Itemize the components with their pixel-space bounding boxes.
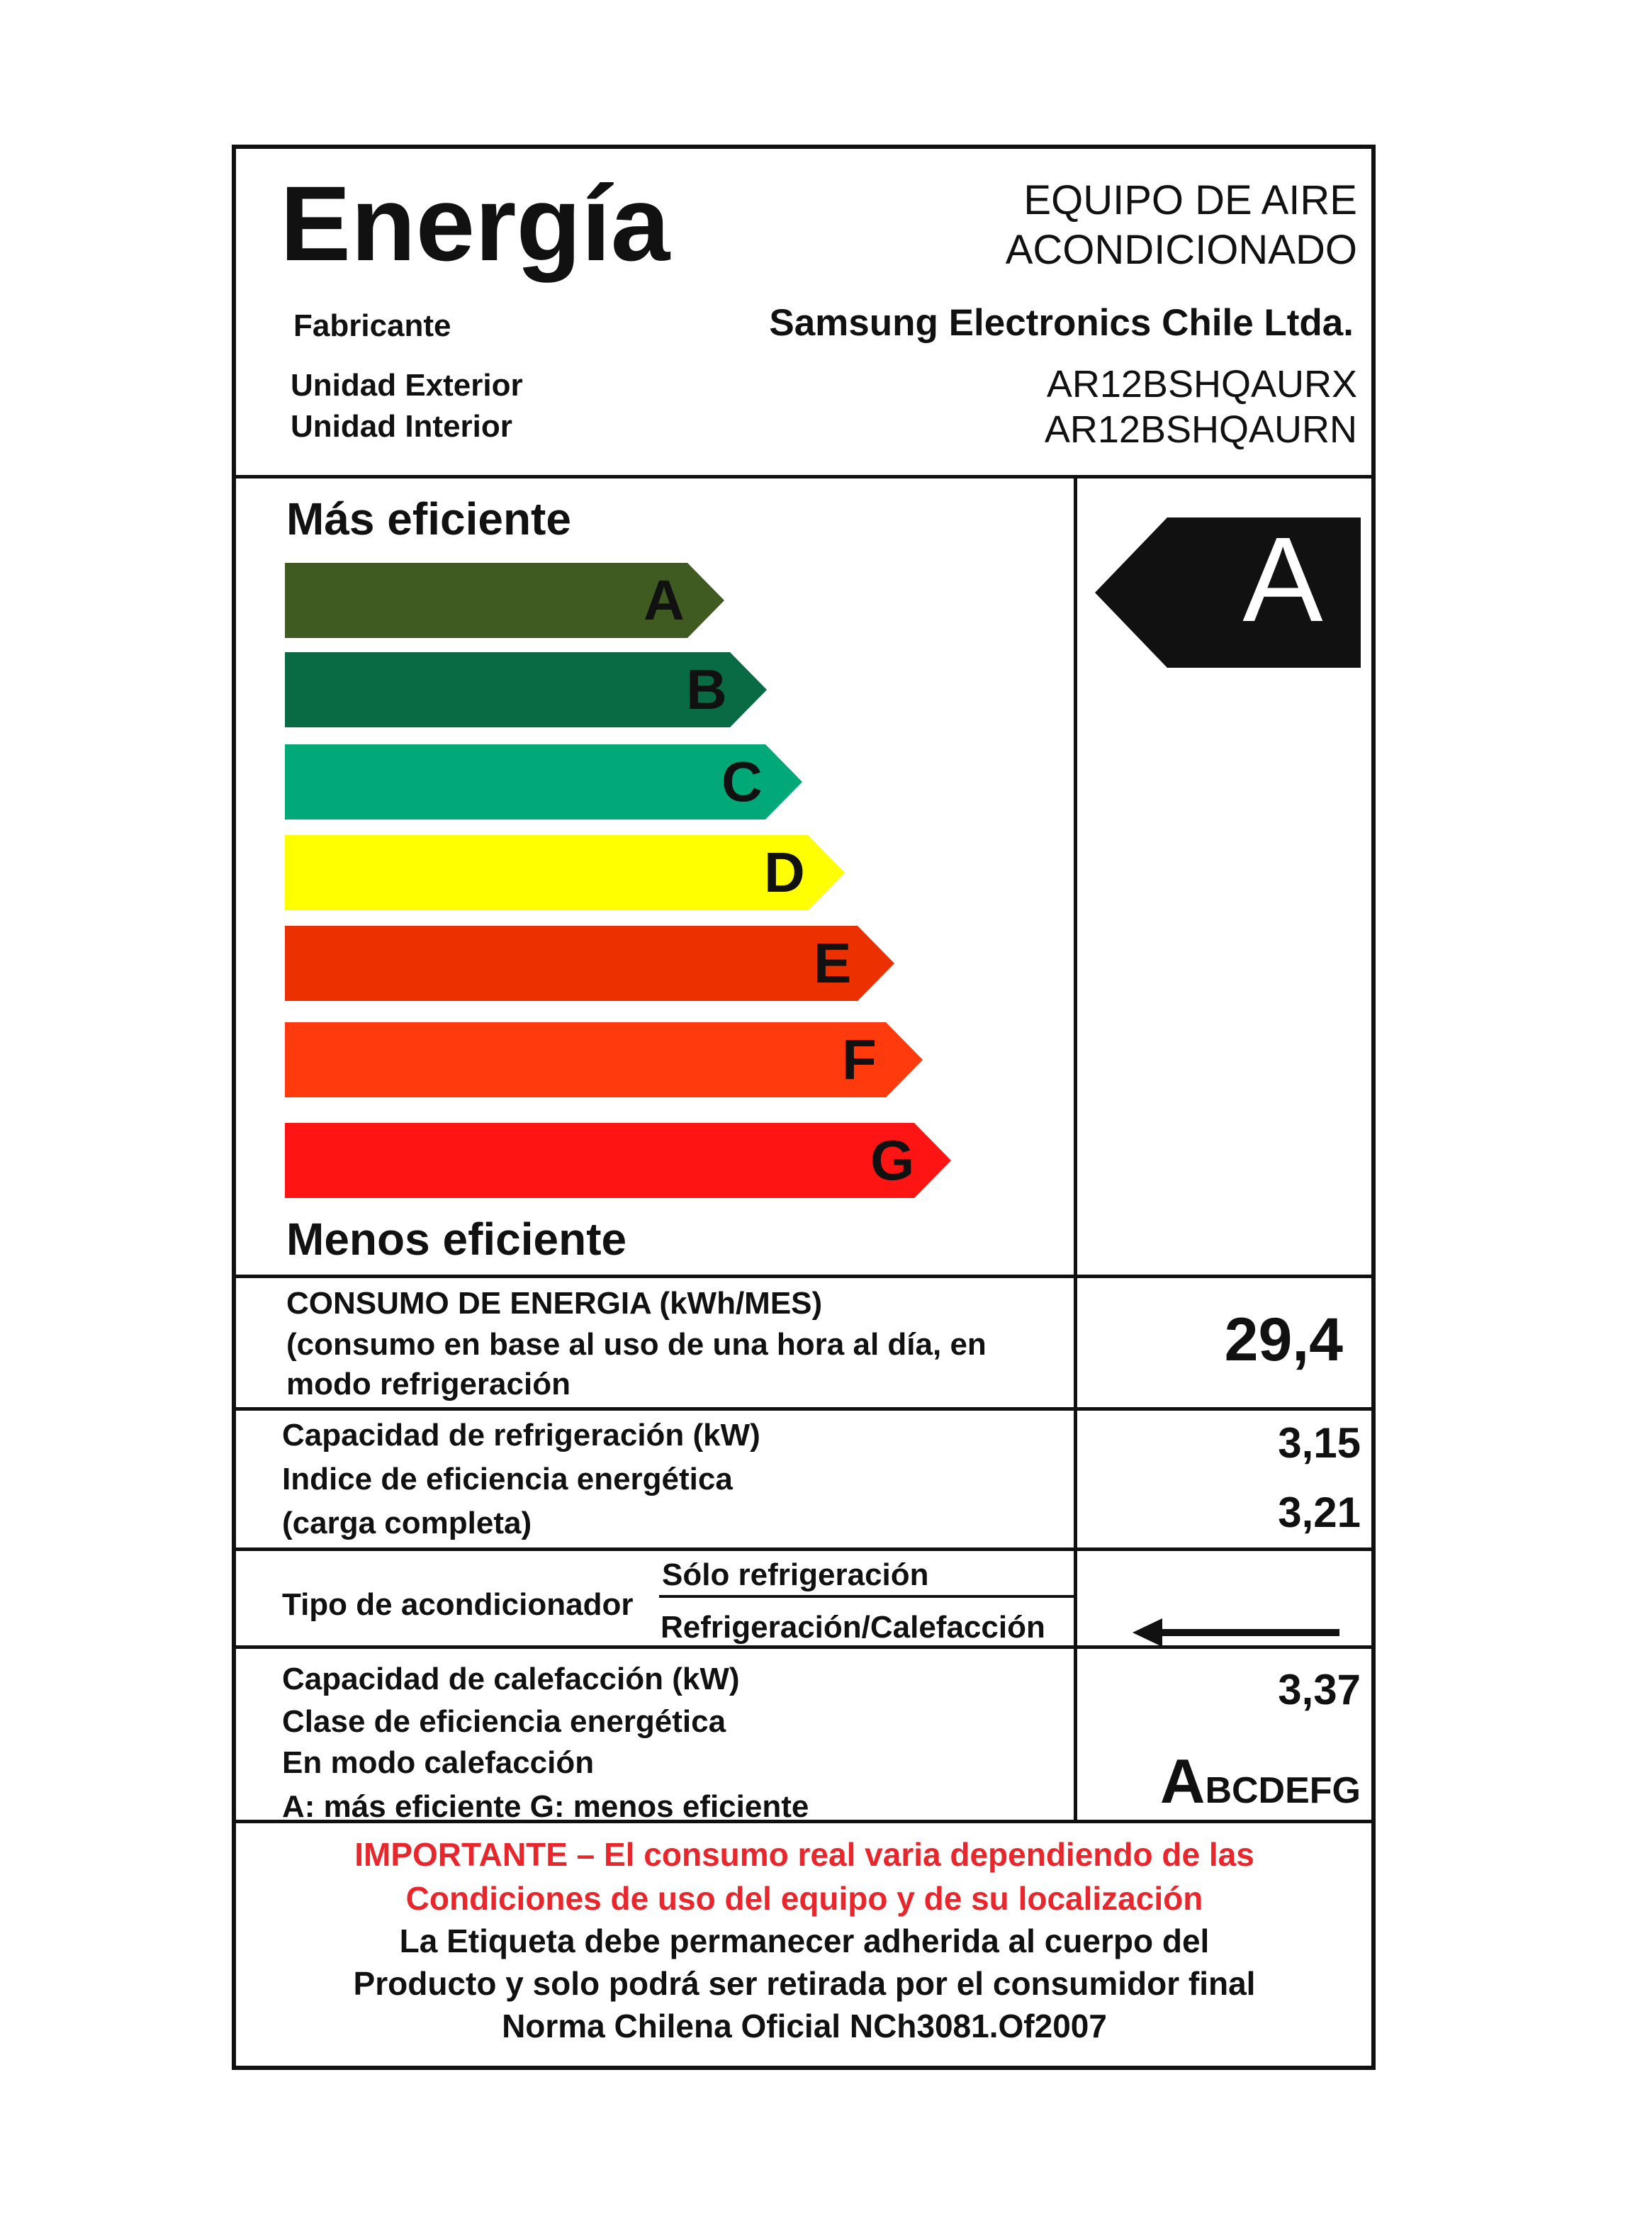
consumption-line-3: modo refrigeración <box>286 1367 571 1401</box>
divider-type-options <box>659 1595 1077 1598</box>
most-efficient-label: Más eficiente <box>286 493 571 544</box>
type-option-cooling-heating: Refrigeración/Calefacción <box>661 1610 1045 1645</box>
efficiency-bar-label-a: A <box>644 569 685 632</box>
important-notice-line-2: Condiciones de uso del equipo y de su localización <box>405 1880 1203 1917</box>
column-divider <box>1074 475 1077 1822</box>
outdoor-unit-label: Unidad Exterior <box>291 368 523 403</box>
manufacturer-value: Samsung Electronics Chile Ltda. <box>769 302 1354 344</box>
divider-header <box>232 475 1376 478</box>
least-efficient-label: Menos eficiente <box>286 1214 627 1265</box>
heating-efficiency-class <box>1084 1746 1361 1832</box>
manufacturer-label: Fabricante <box>293 308 451 343</box>
cooling-load-label: (carga completa) <box>282 1506 532 1540</box>
label-notice-line-1: La Etiqueta debe permanecer adherida al cuerpo del <box>399 1923 1210 1959</box>
heating-capacity-label: Capacidad de calefacción (kW) <box>282 1662 740 1696</box>
efficiency-bar-e <box>285 926 894 1001</box>
efficiency-bar-label-d: D <box>764 841 805 904</box>
cooling-capacity-label: Capacidad de refrigeración (kW) <box>282 1418 760 1453</box>
consumption-line-2: (consumo en base al uso de una hora al día, en <box>286 1327 987 1362</box>
divider-consumption <box>232 1407 1376 1411</box>
efficiency-bar-g <box>285 1123 951 1198</box>
cooling-efficiency-value: 3,21 <box>1278 1489 1361 1536</box>
cooling-efficiency-label: Indice de eficiencia energética <box>282 1462 733 1496</box>
category-line-2: ACONDICIONADO <box>1005 227 1357 273</box>
divider-cooling <box>232 1548 1376 1551</box>
label-notice-line-2: Producto y solo podrá ser retirada por el consumidor final <box>353 1965 1256 2002</box>
heating-mode-label: En modo calefacción <box>282 1745 595 1780</box>
heating-class-selected: A <box>1159 1746 1206 1816</box>
efficiency-bar-label-g: G <box>870 1129 915 1192</box>
important-notice-line-1: IMPORTANTE – El consumo real varia dependiendo de las <box>354 1836 1254 1873</box>
efficiency-bar-label-c: C <box>721 750 763 813</box>
indoor-unit-value: AR12BSHQAURN <box>1044 408 1357 451</box>
efficiency-bar-d <box>285 835 845 910</box>
efficiency-bar-label-e: E <box>814 931 852 995</box>
indoor-unit-label: Unidad Interior <box>291 409 512 444</box>
selected-class-letter: A <box>1242 513 1323 647</box>
heating-scale-legend: A: más eficiente G: menos eficiente <box>282 1789 809 1824</box>
heating-efficiency-label: Clase de eficiencia energética <box>282 1704 726 1739</box>
selected-type-arrow <box>1133 1615 1345 1650</box>
category-line-1: EQUIPO DE AIRE <box>1023 177 1357 223</box>
cooling-capacity-value: 3,15 <box>1278 1419 1361 1467</box>
efficiency-bar-f <box>285 1022 923 1097</box>
consumption-line-1: CONSUMO DE ENERGIA (kWh/MES) <box>286 1286 823 1321</box>
heating-class-others: BCDEFG <box>1205 1770 1361 1811</box>
label-title: Energía <box>280 164 670 283</box>
consumption-value: 29,4 <box>1224 1306 1343 1374</box>
type-option-cooling-only: Sólo refrigeración <box>662 1557 929 1592</box>
divider-scale <box>232 1275 1376 1278</box>
outdoor-unit-value: AR12BSHQAURX <box>1046 363 1357 405</box>
heating-capacity-value: 3,37 <box>1278 1666 1361 1713</box>
efficiency-bar-label-b: B <box>686 658 727 721</box>
efficiency-bar-label-f: F <box>842 1028 877 1091</box>
standard-reference: Norma Chilena Oficial NCh3081.Of2007 <box>502 2008 1107 2044</box>
conditioner-type-label: Tipo de acondicionador <box>282 1587 634 1622</box>
